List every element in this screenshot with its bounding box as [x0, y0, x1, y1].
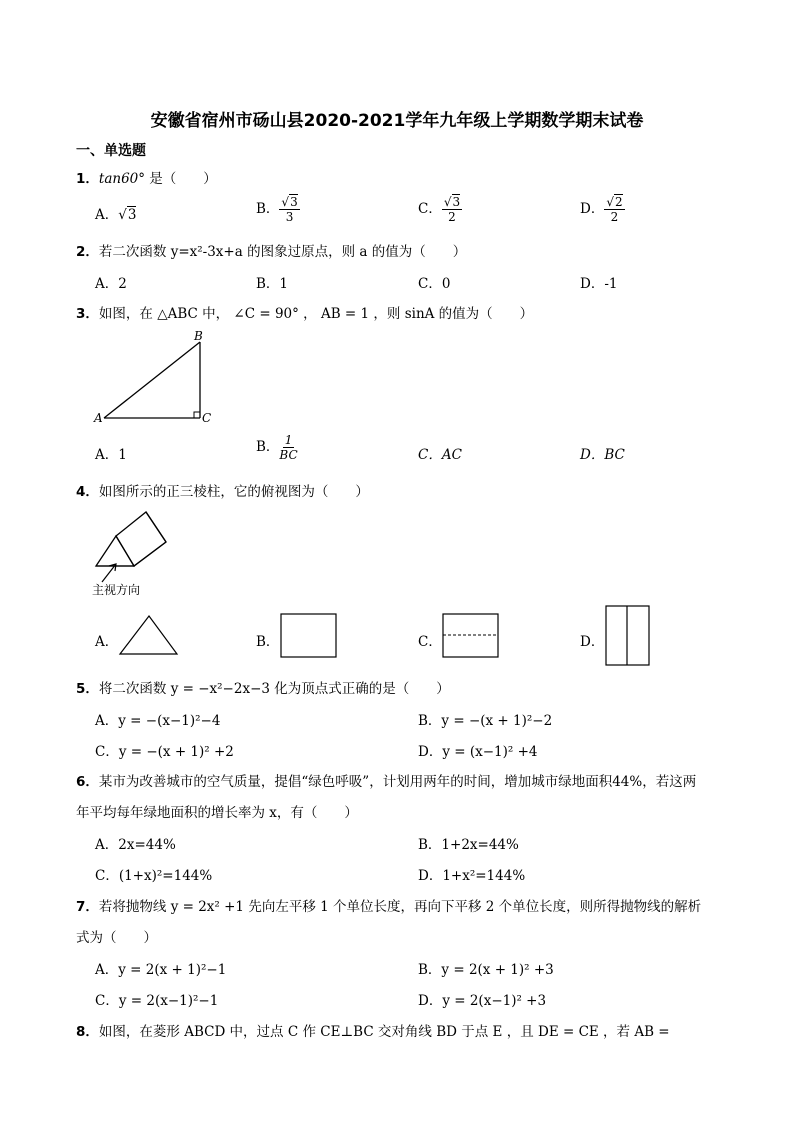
- option-c: C．y = 2(x−1)²−1: [95, 993, 219, 1009]
- option-b: B．1: [256, 276, 289, 292]
- triangle-view-icon: [118, 612, 180, 658]
- question-7: [76, 895, 701, 915]
- option-a: A．y = −(x−1)²−4: [95, 713, 221, 729]
- question-stem: 如图，在菱形 ABCD 中，过点 C 作 CE⊥BC 交对角线 BD 于点 E ，且 DE = CE ，若 AB =: [98, 1024, 670, 1040]
- option-label: D．: [580, 634, 605, 650]
- option-label: A．: [95, 634, 119, 650]
- rectangle-split-view-icon: [605, 605, 651, 667]
- question-stem: 如图所示的正三棱柱，它的俯视图为（ ）: [98, 484, 369, 500]
- question-number: 5．: [76, 681, 99, 697]
- fraction: $\frac{√3}{2}$: [443, 195, 461, 224]
- option-c: [418, 196, 462, 223]
- question-number: 8．: [76, 1024, 99, 1040]
- option-b: [256, 434, 298, 461]
- vertex-a-label: A: [94, 411, 103, 425]
- option-label: C．: [418, 634, 442, 650]
- option-a: A．y = 2(x + 1)²−1: [95, 962, 227, 978]
- option-b: [256, 630, 279, 650]
- option-label: A．: [95, 207, 119, 223]
- fraction: $\frac{√3}{3}$: [281, 195, 298, 224]
- question-3: [76, 302, 533, 322]
- question-number: 3．: [76, 306, 99, 322]
- question-stem: 若将抛物线 y = 2x² +1 先向左平移 1 个单位长度，再向下平移 2 个单位长度，则所得抛物线的解析: [98, 899, 702, 915]
- right-triangle-figure: [90, 328, 220, 428]
- option-label: C．: [418, 201, 442, 217]
- question-number: 4．: [76, 484, 99, 500]
- option-label: B．: [256, 439, 280, 455]
- option-c: C．0: [418, 276, 451, 292]
- option-d: [580, 196, 625, 223]
- exam-title: 安徽省宿州市砀山县2020-2021学年九年级上学期数学期末试卷: [150, 111, 644, 131]
- question-4: [76, 480, 369, 500]
- option-a: A．1: [95, 447, 127, 463]
- question-6: [76, 770, 696, 790]
- option-b: B．y = 2(x + 1)² +3: [418, 962, 554, 978]
- question-2: [76, 240, 466, 260]
- question-1: [76, 167, 217, 187]
- option-c: C．AC: [418, 447, 462, 463]
- option-a: A．2x=44%: [95, 837, 176, 853]
- question-7-continued: 式为（ ）: [76, 930, 157, 946]
- option-d: D．y = 2(x−1)² +3: [418, 993, 547, 1009]
- option-b: B．y = −(x + 1)²−2: [418, 713, 553, 729]
- option-b: B．1+2x=44%: [418, 837, 519, 853]
- question-stem: 某市为改善城市的空气质量，提倡“绿色呼吸”，计划用两年的时间，增加城市绿地面积44%，若这两: [98, 774, 697, 790]
- option-c: [418, 630, 442, 650]
- question-stem-math: tan60°: [98, 171, 146, 187]
- rectangle-dashed-view-icon: [442, 613, 500, 659]
- question-stem: 是（ ）: [145, 171, 217, 187]
- option-d: D．BC: [580, 447, 625, 463]
- triangular-prism-figure: [90, 508, 200, 600]
- fraction: $\frac{1}{BC}$: [279, 433, 298, 462]
- section-heading: 一、单选题: [76, 143, 146, 159]
- vertex-b-label: B: [194, 329, 203, 343]
- question-6-continued: 年平均每年绿地面积的增长率为 x，有（ ）: [76, 805, 358, 821]
- option-a: [95, 630, 118, 650]
- option-d: D．y = (x−1)² +4: [418, 744, 538, 760]
- question-number: 1．: [76, 171, 99, 187]
- option-a: A．2: [95, 276, 127, 292]
- option-d: D．-1: [580, 276, 618, 292]
- question-stem: 若二次函数 y=x²-3x+a 的图象过原点，则 a 的值为（ ）: [98, 244, 467, 260]
- question-5: [76, 677, 450, 697]
- option-c: C．(1+x)²=144%: [95, 868, 213, 884]
- question-stem: 如图，在 △ABC 中， ∠C = 90° ， AB = 1 ，则 sinA 的值为（ ）: [98, 306, 534, 322]
- option-label: B．: [256, 201, 280, 217]
- option-d: D．1+x²=144%: [418, 868, 526, 884]
- option-label: D．: [580, 201, 605, 217]
- option-b: [256, 196, 300, 223]
- question-number: 2．: [76, 244, 99, 260]
- sqrt-value: 3: [127, 207, 137, 223]
- option-c: C．y = −(x + 1)² +2: [95, 744, 234, 760]
- option-d: [580, 630, 604, 650]
- rectangle-view-icon: [280, 613, 338, 659]
- question-8: [76, 1020, 670, 1040]
- view-direction-caption: 主视方向: [92, 583, 141, 597]
- question-stem: 将二次函数 y = −x²−2x−3 化为顶点式正确的是（ ）: [98, 681, 450, 697]
- question-number: 7．: [76, 899, 99, 915]
- vertex-c-label: C: [202, 411, 212, 425]
- option-a: A．√3: [95, 207, 137, 223]
- option-label: B．: [256, 634, 280, 650]
- fraction: $\frac{√2}{2}$: [606, 195, 623, 224]
- question-number: 6．: [76, 774, 99, 790]
